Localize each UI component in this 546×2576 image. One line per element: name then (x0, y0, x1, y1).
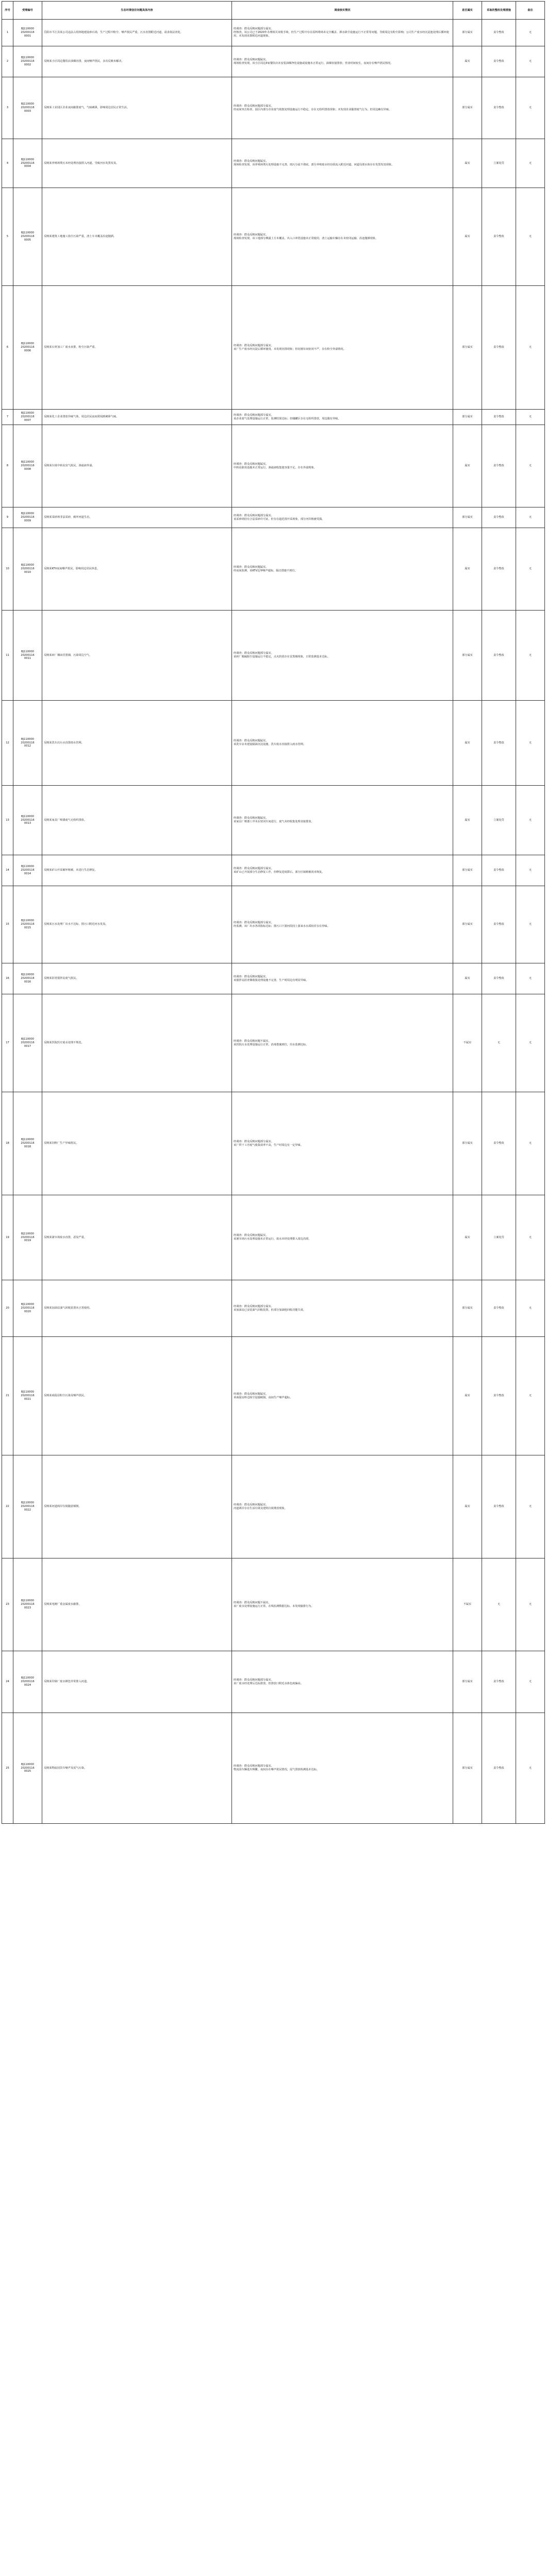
row-finding: 经调查：群众反映问题部分属实。 该厂烘干工序废气收集效率不高，生产时周边有一定异味。 (232, 1092, 453, 1195)
row-seq: 2 (2, 46, 13, 77)
row-content: 反映某矿山开采破坏植被，未进行生态修复。 (42, 855, 232, 886)
header-measure: 采取的整改处理措施 (482, 2, 516, 20)
row-remark: 无 (516, 1558, 545, 1651)
row-measure: 责令整改 (482, 1651, 516, 1713)
row-true: 属实 (453, 786, 482, 855)
row-remark: 无 (516, 286, 545, 410)
row-measure: 无 (482, 1558, 516, 1651)
row-remark: 无 (516, 611, 545, 701)
row-true: 部分属实 (453, 1651, 482, 1713)
row-measure: 责令整改 (482, 46, 516, 77)
row-finding: 经调查：群众反映问题属实。 该商混站料仓除尘设施破损，夜间生产噪声超标。 (232, 1337, 453, 1455)
row-remark: 无 (516, 188, 545, 286)
table-row (2, 20, 545, 46)
row-id: BJ110000 20200116 0023 (13, 1558, 42, 1651)
complaint-table (2, 1, 545, 1824)
row-true: 部分属实 (453, 286, 482, 410)
row-remark: 无 (516, 1455, 545, 1558)
row-seq: 10 (2, 528, 13, 611)
row-true: 属实 (453, 1195, 482, 1280)
row-finding: 经调查：群众反映问题部分属实。 该矿山已开展部分生态修复工作，但修复进度滞后，部分区域植被尚未恢复。 (232, 855, 453, 886)
row-remark: 无 (516, 77, 545, 139)
row-content: 反映某印染厂废水颜色异常排入河道。 (42, 1651, 232, 1713)
row-true: 属实 (453, 46, 482, 77)
row-finding: 经调查：群众反映问题属实。 该屠宰场污水处理设施未正常运行，废水未经处理排入周边沟渠。 (232, 1195, 453, 1280)
row-remark: 无 (516, 855, 545, 886)
row-content: 反映某沥青搅拌站废气扰民。 (42, 963, 232, 994)
row-remark: 无 (516, 1337, 545, 1455)
row-seq: 12 (2, 701, 13, 786)
row-remark: 无 (516, 1651, 545, 1713)
row-content: 反映某饲料厂生产异味扰民。 (42, 1092, 232, 1195)
row-true: 不属实 (453, 994, 482, 1092)
row-seq: 5 (2, 188, 13, 286)
row-finding: 经调查：群众反映问题部分属实。 该加油站已安装油气回收装置，但部分加油枪回收功能失效。 (232, 1280, 453, 1337)
row-finding: 经调查：群众反映问题部分属实。 物流园车辆进出频繁，夜间存在噪声扰民情况，尾气排放检测基本达标。 (232, 1713, 453, 1824)
row-measure: 责令整改 (482, 963, 516, 994)
row-id: BJ110000 20200116 0010 (13, 528, 42, 611)
table-row (2, 1558, 545, 1651)
row-id: BJ110000 20200116 0002 (13, 46, 42, 77)
row-remark: 无 (516, 507, 545, 528)
row-remark: 无 (516, 786, 545, 855)
row-remark: 无 (516, 1092, 545, 1195)
row-id: BJ110000 20200116 0001 (13, 20, 42, 46)
row-seq: 23 (2, 1558, 13, 1651)
row-measure: 立案处罚 (482, 1195, 516, 1280)
row-content: 反映某加油站油气回收装置未正常使用。 (42, 1280, 232, 1337)
header-finding: 调查核实情况 (232, 2, 453, 20)
header-remark: 备注 (516, 2, 545, 20)
row-finding: 经调查：群众反映问题部分属实。 该砖厂脱硫除尘设施运行不稳定，点火阶段存在冒黑烟现象，日常监测基本达标。 (232, 611, 453, 701)
row-true: 部分属实 (453, 507, 482, 528)
row-remark: 无 (516, 1280, 545, 1337)
row-seq: 9 (2, 507, 13, 528)
row-remark: 无 (516, 994, 545, 1092)
row-measure: 责令整改 (482, 528, 516, 611)
row-content: 反映某电镀厂重金属废水偷排。 (42, 1558, 232, 1651)
row-seq: 25 (2, 1713, 13, 1824)
row-content: 反映某家具厂喷漆废气无组织排放。 (42, 786, 232, 855)
row-measure: 责令整改 (482, 425, 516, 507)
row-id: BJ110000 20200116 0005 (13, 188, 42, 286)
row-true: 部分属实 (453, 855, 482, 886)
row-seq: 24 (2, 1651, 13, 1713)
row-id: BJ110000 20200116 0021 (13, 1337, 42, 1455)
row-content: 反映某养殖场粪污未经处理直接排入河道，导致河水发黑发臭。 (42, 139, 232, 188)
row-content: 反映某屠宰场废水直排，恶臭严重。 (42, 1195, 232, 1280)
row-measure: 责令整改 (482, 1092, 516, 1195)
table-row (2, 1280, 545, 1337)
row-id: BJ110000 20200116 0008 (13, 425, 42, 507)
row-finding: 经调查：群众反映问题不属实。 该医院污水处理设施运行正常，消毒措施到位，出水监测达标。 (232, 994, 453, 1092)
row-content: 反映某建筑工地施工扬尘污染严重，渣土车未覆盖沿途抛洒。 (42, 188, 232, 286)
row-id: BJ110000 20200116 0018 (13, 1092, 42, 1195)
table-row (2, 786, 545, 855)
table-row (2, 77, 545, 139)
row-finding: 经调查：群众反映问题部分属实。 该厂生产废水经沉淀后循环使用，未发现直排现象；但切割车间密闭不严，存在粉尘外溢情况。 (232, 286, 453, 410)
row-remark: 无 (516, 963, 545, 994)
row-measure: 责令整改 (482, 1280, 516, 1337)
table-row (2, 528, 545, 611)
row-content: 反映某污水处理厂出水不达标，排污口附近河水发臭。 (42, 886, 232, 963)
table-row (2, 886, 545, 963)
row-content: 反映某砖厂烟囱冒黑烟，污染周边空气。 (42, 611, 232, 701)
row-true: 不属实 (453, 1558, 482, 1651)
row-id: BJ110000 20200116 0020 (13, 1280, 42, 1337)
row-id: BJ110000 20200116 0006 (13, 286, 42, 410)
row-finding: 经调查：群众反映问题属实。 该家具厂喷漆工序未在密闭车间进行，废气未经收集处理直接排放。 (232, 786, 453, 855)
row-measure: 责令整改 (482, 188, 516, 286)
row-measure: 无 (482, 994, 516, 1092)
row-seq: 20 (2, 1280, 13, 1337)
row-seq: 21 (2, 1337, 13, 1455)
row-measure: 责令整改 (482, 855, 516, 886)
row-seq: 6 (2, 286, 13, 410)
row-finding: 经调查：群众反映问题属实。 该洗车店未建设隔油沉淀设施，洗车废水直接排入雨水管网。 (232, 701, 453, 786)
row-id: BJ110000 20200116 0024 (13, 1651, 42, 1713)
row-id: BJ110000 20200116 0014 (13, 855, 42, 886)
row-seq: 22 (2, 1455, 13, 1558)
row-remark: 无 (516, 46, 545, 77)
row-id: BJ110000 20200116 0019 (13, 1195, 42, 1280)
row-seq: 4 (2, 139, 13, 188)
row-measure: 责令整改 (482, 286, 516, 410)
table-row (2, 1651, 545, 1713)
row-true: 属实 (453, 963, 482, 994)
row-id: BJ110000 20200116 0025 (13, 1713, 42, 1824)
table-row (2, 425, 545, 507)
row-content: 反映某化工企业排放异味气体，周边居民夜间常闻到刺鼻气味。 (42, 410, 232, 425)
row-true: 部分属实 (453, 1713, 482, 1824)
row-id: BJ110000 20200116 0007 (13, 410, 42, 425)
row-true: 属实 (453, 528, 482, 611)
row-measure: 责令整改 (482, 611, 516, 701)
row-measure: 立案处罚 (482, 786, 516, 855)
row-true: 部分属实 (453, 20, 482, 46)
row-finding: 经调查：群众反映问题属实。 中转站除臭设施未正常运行，渗滤液收集池容量不足，存在外溢现象。 (232, 425, 453, 507)
row-true: 属实 (453, 1455, 482, 1558)
row-content: 岳阳市平江县某公司违法占用林地建设砂石场，生产过程中粉尘、噪声扰民严重，污水直排附近河道，请求依法查处。 (42, 20, 232, 46)
header-seq: 序号 (2, 2, 13, 20)
row-seq: 3 (2, 77, 13, 139)
row-measure: 责令整改 (482, 886, 516, 963)
table-row (2, 286, 545, 410)
row-measure: 责令整改 (482, 410, 516, 425)
row-id: BJ110000 20200116 0016 (13, 963, 42, 994)
table-row (2, 1713, 545, 1824)
row-finding: 经调查：群众反映问题属实。 经夜间监测，该KTV边界噪声超标，隔音措施不到位。 (232, 528, 453, 611)
row-id: BJ110000 20200116 0022 (13, 1455, 42, 1558)
table-row (2, 963, 545, 994)
row-true: 部分属实 (453, 1092, 482, 1195)
row-measure: 责令整改 (482, 701, 516, 786)
row-content: 反映某石材加工厂废水直排，粉尘污染严重。 (42, 286, 232, 410)
row-content: 反映某垃圾中转站臭气扰民，渗滤液外溢。 (42, 425, 232, 507)
table-row (2, 855, 545, 886)
table-row (2, 1337, 545, 1455)
row-seq: 16 (2, 963, 13, 994)
row-id: BJ110000 20200116 0015 (13, 886, 42, 963)
table-row (2, 611, 545, 701)
row-id: BJ110000 20200116 0009 (13, 507, 42, 528)
table-row (2, 994, 545, 1092)
row-content: 反映某采砂场非法采砂，破坏河道生态。 (42, 507, 232, 528)
row-finding: 经调查：群众反映问题属实。 河道两岸存在生活垃圾及建筑垃圾堆放现象。 (232, 1455, 453, 1558)
row-remark: 无 (516, 425, 545, 507)
row-id: BJ110000 20200116 0011 (13, 611, 42, 701)
row-seq: 8 (2, 425, 13, 507)
row-finding: 经调查：群众反映问题属实。 现场检查发现，该养殖场粪污处理设施不完善，雨污分流不彻底，部分养殖废水经沟渠流入附近河道，河道局部水体存在发黑发臭现象。 (232, 139, 453, 188)
table-row (2, 507, 545, 528)
table-row (2, 46, 545, 77)
row-seq: 17 (2, 994, 13, 1092)
row-remark: 无 (516, 139, 545, 188)
row-true: 属实 (453, 1337, 482, 1455)
row-true: 属实 (453, 188, 482, 286)
table-row (2, 188, 545, 286)
row-seq: 14 (2, 855, 13, 886)
header-content: 生态环境信访问题具体内容 (42, 2, 232, 20)
row-true: 部分属实 (453, 410, 482, 425)
row-seq: 13 (2, 786, 13, 855)
row-true: 属实 (453, 425, 482, 507)
row-finding: 经调查：群众反映问题属实。 现场检查发现，该工地部分裸露土方未覆盖，出入口冲洗设施未正常使用，渣土运输车辆存在未密闭运输、沿途抛洒现象。 (232, 188, 453, 286)
row-seq: 11 (2, 611, 13, 701)
row-remark: 无 (516, 410, 545, 425)
row-measure: 责令整改 (482, 1455, 516, 1558)
row-content: 反映某工业园区企业夜间偷排废气，气味刺鼻，影响周边居民正常生活。 (42, 77, 232, 139)
row-remark: 无 (516, 20, 545, 46)
row-remark: 无 (516, 528, 545, 611)
row-finding: 经调查：群众反映问题属实。 现场检查发现，该小区周边3家餐饮店未安装油烟净化设施或设施未正常运行，油烟直接排放；营业时间较长，夜间存在噪声扰民情况。 (232, 46, 453, 77)
row-id: BJ110000 20200116 0004 (13, 139, 42, 188)
table-header-row (2, 2, 545, 20)
row-seq: 1 (2, 20, 13, 46)
row-true: 部分属实 (453, 611, 482, 701)
row-id: BJ110000 20200116 0013 (13, 786, 42, 855)
row-measure: 责令整改 (482, 20, 516, 46)
table-row (2, 410, 545, 425)
row-finding: 经调查：群众反映问题部分属实。 经核查，该公司已于2020年办理相关审批手续，但生产过程中存在原料堆场未完全覆盖、洒水降尘设施运行不正常等问题，导致周边有粉尘影响；公司生产废水经沉淀池处理后循环使用，未发现直排附近河道现象。 (232, 20, 453, 46)
row-id: BJ110000 20200116 0012 (13, 701, 42, 786)
row-content: 反映某小区周边餐饮店油烟直排，夜间噪声扰民，多次反映未解决。 (42, 46, 232, 77)
row-content: 反映某KTV夜间噪声扰民，影响周边居民休息。 (42, 528, 232, 611)
row-finding: 经调查：群众反映问题部分属实。 经夜间突击检查，园区内部分企业废气收集处理设施运行不稳定，存在无组织排放现象；未发现企业偷排废气行为，但周边确有异味。 (232, 77, 453, 139)
row-measure: 责令整改 (482, 1337, 516, 1455)
table-row (2, 1455, 545, 1558)
row-content: 反映某物流园货车噪声及尾气污染。 (42, 1713, 232, 1824)
row-seq: 15 (2, 886, 13, 963)
row-content: 反映某医院医疗废水处理不规范。 (42, 994, 232, 1092)
row-measure: 责令整改 (482, 1713, 516, 1824)
row-id: BJ110000 20200116 0017 (13, 994, 42, 1092)
row-finding: 经调查：群众反映问题不属实。 该厂废水处理设施运行正常，在线监测数据达标，未发现偷排行为。 (232, 1558, 453, 1651)
table-row (2, 701, 545, 786)
row-finding: 经调查：群众反映问题部分属实。 经监测，该厂出水各项指标达标；排污口下游河段因上游来水水质较差存在异味。 (232, 886, 453, 963)
table-row (2, 139, 545, 188)
table-row (2, 1195, 545, 1280)
row-remark: 无 (516, 886, 545, 963)
row-measure: 立案处罚 (482, 139, 516, 188)
row-content: 反映某商混站粉尘污染及噪声扰民。 (42, 1337, 232, 1455)
row-seq: 7 (2, 410, 13, 425)
header-id: 受理编号 (13, 2, 42, 20)
row-seq: 19 (2, 1195, 13, 1280)
row-finding: 经调查：群众反映问题部分属实。 该采砂场持有合法采砂许可证，但存在超范围开采现象，部分河岸植被受损。 (232, 507, 453, 528)
row-remark: 无 (516, 1195, 545, 1280)
row-finding: 经调查：群众反映问题部分属实。 该厂废水经处理后达标排放，但排放口附近水体色度偏高。 (232, 1651, 453, 1713)
table-row (2, 1092, 545, 1195)
row-remark: 无 (516, 701, 545, 786)
row-finding: 经调查：群众反映问题部分属实。 该企业废气处理设施运行正常，监测结果达标；但储罐区存在无组织排放，周边偶有异味。 (232, 410, 453, 425)
row-true: 部分属实 (453, 1280, 482, 1337)
row-content: 反映某河道两岸垃圾随意倾倒。 (42, 1455, 232, 1558)
row-content: 反映某洗车店污水直排雨水管网。 (42, 701, 232, 786)
row-true: 部分属实 (453, 886, 482, 963)
row-measure: 责令整改 (482, 507, 516, 528)
row-finding: 经调查：群众反映问题属实。 该搅拌站沥青烟收集处理设施不完善，生产时周边有明显异味。 (232, 963, 453, 994)
row-true: 部分属实 (453, 77, 482, 139)
header-true: 是否属实 (453, 2, 482, 20)
row-seq: 18 (2, 1092, 13, 1195)
row-true: 属实 (453, 139, 482, 188)
row-true: 属实 (453, 701, 482, 786)
row-measure: 责令整改 (482, 77, 516, 139)
row-id: BJ110000 20200116 0003 (13, 77, 42, 139)
row-remark: 无 (516, 1713, 545, 1824)
